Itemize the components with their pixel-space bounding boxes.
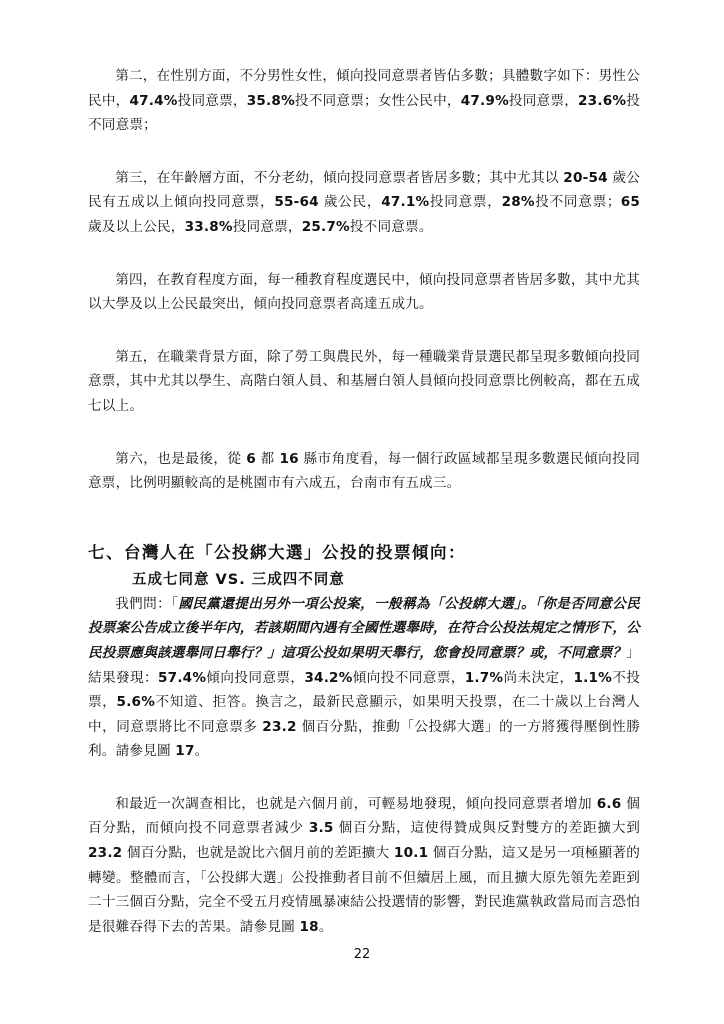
text-run: 傾向投同意票， xyxy=(206,669,305,686)
stat-number: 18 xyxy=(299,918,319,935)
stat-number: 6.6 xyxy=(596,795,622,812)
stat-number: 3.5 xyxy=(308,820,334,837)
text-run: 個百分點，也就是說比六個月前的差距擴大 xyxy=(122,845,394,862)
text-run: 不知道、拒答。換言之，最新民意顯示，如果明天投票，在二十歲以上台灣人中，同意票將比不同意票多 xyxy=(88,694,640,735)
stat-number: 47.9% xyxy=(460,92,509,109)
paragraph-gender xyxy=(88,64,640,138)
text-run: 尚未決定， xyxy=(503,669,574,686)
text-run: 我們問：「 xyxy=(115,595,179,612)
stat-number: 16 xyxy=(279,450,299,467)
text-run: 。 xyxy=(194,743,209,760)
text-run: 第三，在年齡層方面，不分老幼，傾向投同意票者皆居多數；其中尤其以 xyxy=(115,169,564,186)
text-run: 不投票， xyxy=(88,669,640,711)
text-run: 投不同意票； xyxy=(88,92,641,134)
stat-number: 23.2 xyxy=(88,845,123,862)
stat-number: 6 xyxy=(246,450,256,467)
text-run: 投同意票， xyxy=(508,92,579,109)
paragraph-comparison xyxy=(88,792,640,940)
text-run: 個百分點，這又是另一項極顯著的轉變。整體而言，「公投綁大選」公投推動者目前不但續居上風，而且擴大原先領先差距到二十三個百分點，完全不受五月疫情風暴凍結公投選情的影響，對民進黨執政當局而言恐怕是很難吞得下去的苦果。請參見圖 xyxy=(88,845,640,935)
text-run: 投不同意票； xyxy=(534,194,621,211)
stat-number: 1.7% xyxy=(464,669,504,686)
stat-number: 47.4% xyxy=(129,92,178,109)
text-run: 第六，也是最後，從 xyxy=(115,450,247,467)
text-run: 投不同意票；女性公民中， xyxy=(294,92,461,109)
text-run: 和最近一次調查相比，也就是六個月前，可輕易地發現，傾向投同意票者增加 xyxy=(115,795,597,812)
stat-number: 28% xyxy=(501,194,535,211)
stat-number: 47.1% xyxy=(381,194,430,211)
section-subheading: 五成七同意 VS. 三成四不同意 xyxy=(132,571,345,588)
text-run: 個百分點，推動「公投綁大選」的一方將獲得壓倒性勝利。請參見圖 xyxy=(88,718,640,760)
stat-number: 25.7% xyxy=(301,218,350,235)
paragraph-education: 第四，在教育程度方面，每一種教育程度選民中，傾向投同意票者皆居多數，其中尤其以大學及以上公民最突出，傾向投同意票者高達五成九。 xyxy=(88,271,640,313)
text-run: 投同意票， xyxy=(232,218,302,235)
text-run: 歲公民有五成以上傾向投同意票， xyxy=(88,169,641,211)
paragraph-occupation: 第五，在職業背景方面，除了勞工與農民外，每一種職業背景選民都呈現多數傾向投同意票，其中尤其以學生、高階白領人員、和基層白領人員傾向投同意票比例較高，都在五成七以上。 xyxy=(88,348,640,414)
text-run: 。 xyxy=(318,918,333,935)
stat-number: 34.2% xyxy=(304,669,353,686)
text-run: 歲公民， xyxy=(318,194,382,211)
text-run: 投同意票， xyxy=(177,92,247,109)
text-run: 縣市角度看，每一個行政區域都呈現多數選民傾向投同意票，比例明顯較高的是桃園市有六成五，台南市有五成三。 xyxy=(88,450,640,492)
stat-number: 20-54 xyxy=(563,169,608,186)
text-run: 投同意票， xyxy=(429,194,502,211)
survey-question: 國民黨還提出另外一項公投案，一般稱為「公投綁大選」。「你是否同意公民投票案公告成立後半年內，若該期間內遇有全國性選舉時，在符合公投法規定之情形下，公民投票應與該選舉同日舉行？」這項公投如果明天舉行，您會投同意票？或，不同意票？ xyxy=(88,595,640,661)
paragraph-question xyxy=(88,592,640,764)
text-run: 投不同意票。 xyxy=(349,218,433,235)
paragraph-age xyxy=(88,166,640,240)
paragraph-region xyxy=(88,447,640,496)
text-run: 」結果發現： xyxy=(88,644,640,686)
page-number: 22 xyxy=(353,947,371,962)
stat-number: 17 xyxy=(175,743,195,760)
text-run: 歲及以上公民， xyxy=(88,218,185,235)
stat-number: 10.1 xyxy=(393,845,429,862)
text-run: 個百分點，這使得贊成與反對雙方的差距擴大到 xyxy=(333,820,640,837)
text-run: 傾向投不同意票， xyxy=(352,669,465,686)
stat-number: 23.2 xyxy=(262,718,297,735)
stat-number: 23.6% xyxy=(578,92,627,109)
stat-number: 5.6% xyxy=(116,694,156,711)
text-run: 個百分點，而傾向投不同意票者減少 xyxy=(88,795,640,837)
text-run: 都 xyxy=(255,450,280,467)
document-page xyxy=(88,64,640,939)
stat-number: 65 xyxy=(620,194,641,211)
section-heading: 七、台灣人在「公投綁大選」公投的投票傾向： xyxy=(88,542,466,562)
stat-number: 55-64 xyxy=(274,194,319,211)
stat-number: 1.1% xyxy=(573,669,612,686)
stat-number: 57.4% xyxy=(158,669,207,686)
stat-number: 33.8% xyxy=(184,218,233,235)
text-run: 第二，在性別方面，不分男性女性，傾向投同意票者皆佔多數；具體數字如下：男性公民中， xyxy=(88,68,640,109)
stat-number: 35.8% xyxy=(246,92,295,109)
